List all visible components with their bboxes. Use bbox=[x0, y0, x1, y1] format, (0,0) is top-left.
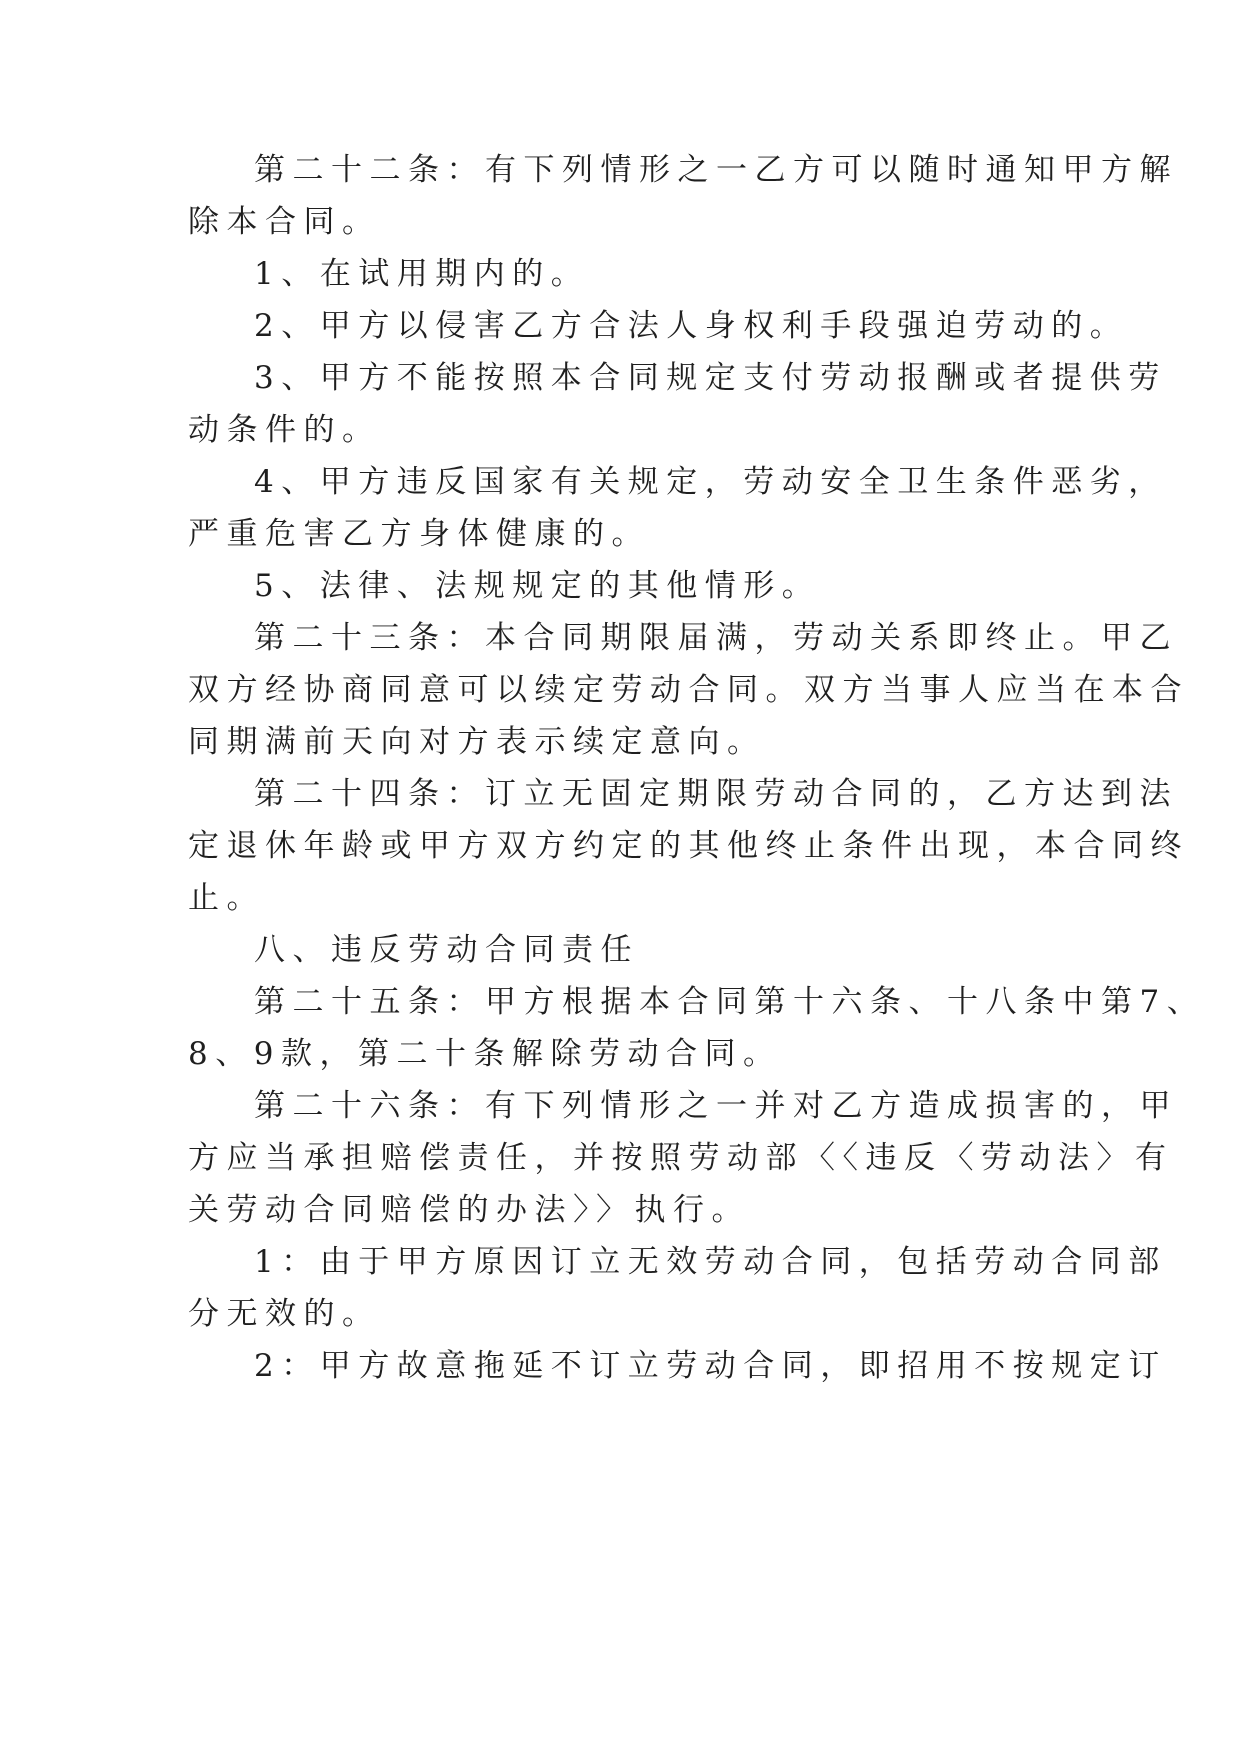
article-23-line-3: 同期满前天向对方表示续定意向。 bbox=[188, 724, 766, 760]
article-24-line-3: 止。 bbox=[188, 880, 265, 916]
clause-3-line-1: 3、甲方不能按照本合同规定支付劳动报酬或者提供劳 bbox=[254, 360, 1167, 396]
item-1-line-1: 1：由于甲方原因订立无效劳动合同，包括劳动合同部 bbox=[254, 1244, 1167, 1280]
item-1-line-2: 分无效的。 bbox=[188, 1296, 381, 1332]
clause-5: 5、法律、法规规定的其他情形。 bbox=[254, 568, 821, 604]
article-25-line-1: 第二十五条：甲方根据本合同第十六条、十八条中第7、 bbox=[254, 984, 1206, 1020]
clause-2: 2、甲方以侵害乙方合法人身权利手段强迫劳动的。 bbox=[254, 308, 1129, 344]
article-22-line-2: 除本合同。 bbox=[188, 204, 381, 240]
article-23-line-1: 第二十三条：本合同期限届满，劳动关系即终止。甲乙 bbox=[254, 620, 1178, 656]
article-26-line-1: 第二十六条：有下列情形之一并对乙方造成损害的，甲 bbox=[254, 1088, 1178, 1124]
item-2-line-1: 2：甲方故意拖延不订立劳动合同，即招用不按规定订 bbox=[254, 1348, 1167, 1384]
article-24-line-1: 第二十四条：订立无固定期限劳动合同的，乙方达到法 bbox=[254, 776, 1178, 812]
article-25-line-2: 8、9款，第二十条解除劳动合同。 bbox=[188, 1036, 782, 1072]
clause-4-line-2: 严重危害乙方身体健康的。 bbox=[188, 516, 650, 552]
clause-3-line-2: 动条件的。 bbox=[188, 412, 381, 448]
article-26-line-2: 方应当承担赔偿责任，并按照劳动部〈〈违反〈劳动法〉有 bbox=[188, 1140, 1174, 1176]
article-26-line-3: 关劳动合同赔偿的办法〉〉执行。 bbox=[188, 1192, 750, 1228]
article-23-line-2: 双方经协商同意可以续定劳动合同。双方当事人应当在本合 bbox=[188, 672, 1189, 708]
section-8-heading: 八、违反劳动合同责任 bbox=[254, 932, 639, 968]
clause-4-line-1: 4、甲方违反国家有关规定，劳动安全卫生条件恶劣， bbox=[254, 464, 1167, 500]
article-22-line-1: 第二十二条：有下列情形之一乙方可以随时通知甲方解 bbox=[254, 152, 1178, 188]
article-24-line-2: 定退休年龄或甲方双方约定的其他终止条件出现，本合同终 bbox=[188, 828, 1189, 864]
clause-1: 1、在试用期内的。 bbox=[254, 256, 590, 292]
